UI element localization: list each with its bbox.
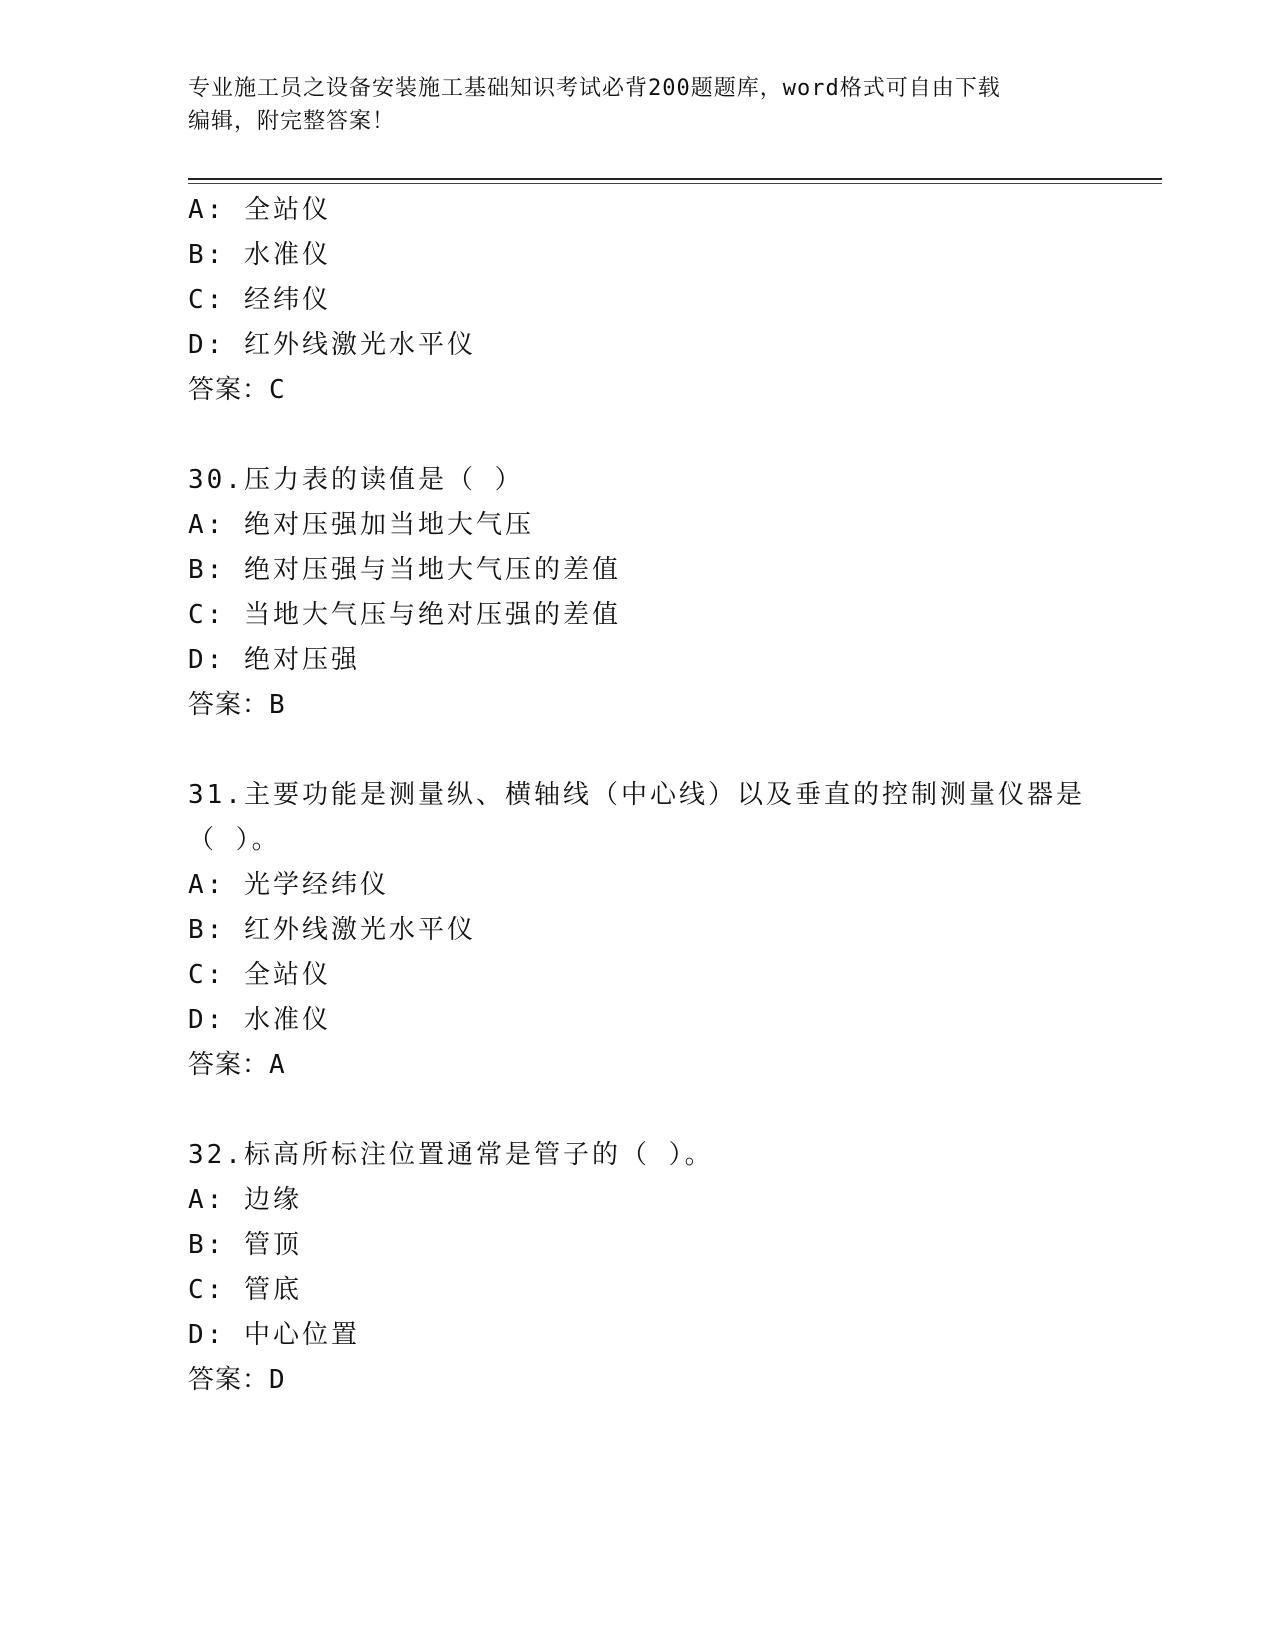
option-a: A: 全站仪 — [188, 195, 331, 225]
answer-label: 答案： — [188, 375, 270, 405]
option-c: C: 当地大气压与绝对压强的差值 — [188, 600, 621, 630]
option-c: C: 全站仪 — [188, 960, 331, 990]
header-divider-thin — [188, 183, 1162, 184]
header-divider-thick — [188, 178, 1162, 180]
option-d: D: 水准仪 — [188, 1005, 331, 1035]
question-stem: 30.压力表的读值是（ ） — [188, 465, 524, 495]
option-b: B: 水准仪 — [188, 240, 331, 270]
answer-value: C — [269, 375, 286, 405]
option-c: C: 管底 — [188, 1275, 302, 1305]
option-d: D: 红外线激光水平仪 — [188, 330, 476, 360]
option-d: D: 绝对压强 — [188, 645, 360, 675]
option-b: B: 红外线激光水平仪 — [188, 915, 476, 945]
option-a: A: 绝对压强加当地大气压 — [188, 510, 534, 540]
question-stem: 32.标高所标注位置通常是管子的（ ）。 — [188, 1140, 714, 1170]
answer-value: A — [269, 1050, 286, 1080]
answer-value: B — [269, 690, 286, 720]
option-b: B: 管顶 — [188, 1230, 302, 1260]
answer-label: 答案： — [188, 690, 270, 720]
answer-line — [188, 373, 286, 407]
option-a: A: 边缘 — [188, 1185, 302, 1215]
option-c: C: 经纬仪 — [188, 285, 331, 315]
document-header — [188, 72, 1088, 138]
answer-label: 答案： — [188, 1050, 270, 1080]
answer-label: 答案： — [188, 1365, 270, 1395]
answer-line — [188, 688, 286, 722]
question-stem-continued: （ ）。 — [188, 825, 281, 855]
question-stem: 31.主要功能是测量纵、横轴线（中心线）以及垂直的控制测量仪器是 — [188, 780, 1085, 810]
answer-line — [188, 1048, 286, 1082]
header-line-2: 编辑，附完整答案！ — [188, 109, 396, 134]
option-d: D: 中心位置 — [188, 1320, 360, 1350]
header-line-1: 专业施工员之设备安装施工基础知识考试必背200题题库，word格式可自由下载 — [188, 76, 1001, 101]
answer-value: D — [269, 1365, 286, 1395]
option-b: B: 绝对压强与当地大气压的差值 — [188, 555, 621, 585]
answer-line — [188, 1363, 286, 1397]
option-a: A: 光学经纬仪 — [188, 870, 389, 900]
